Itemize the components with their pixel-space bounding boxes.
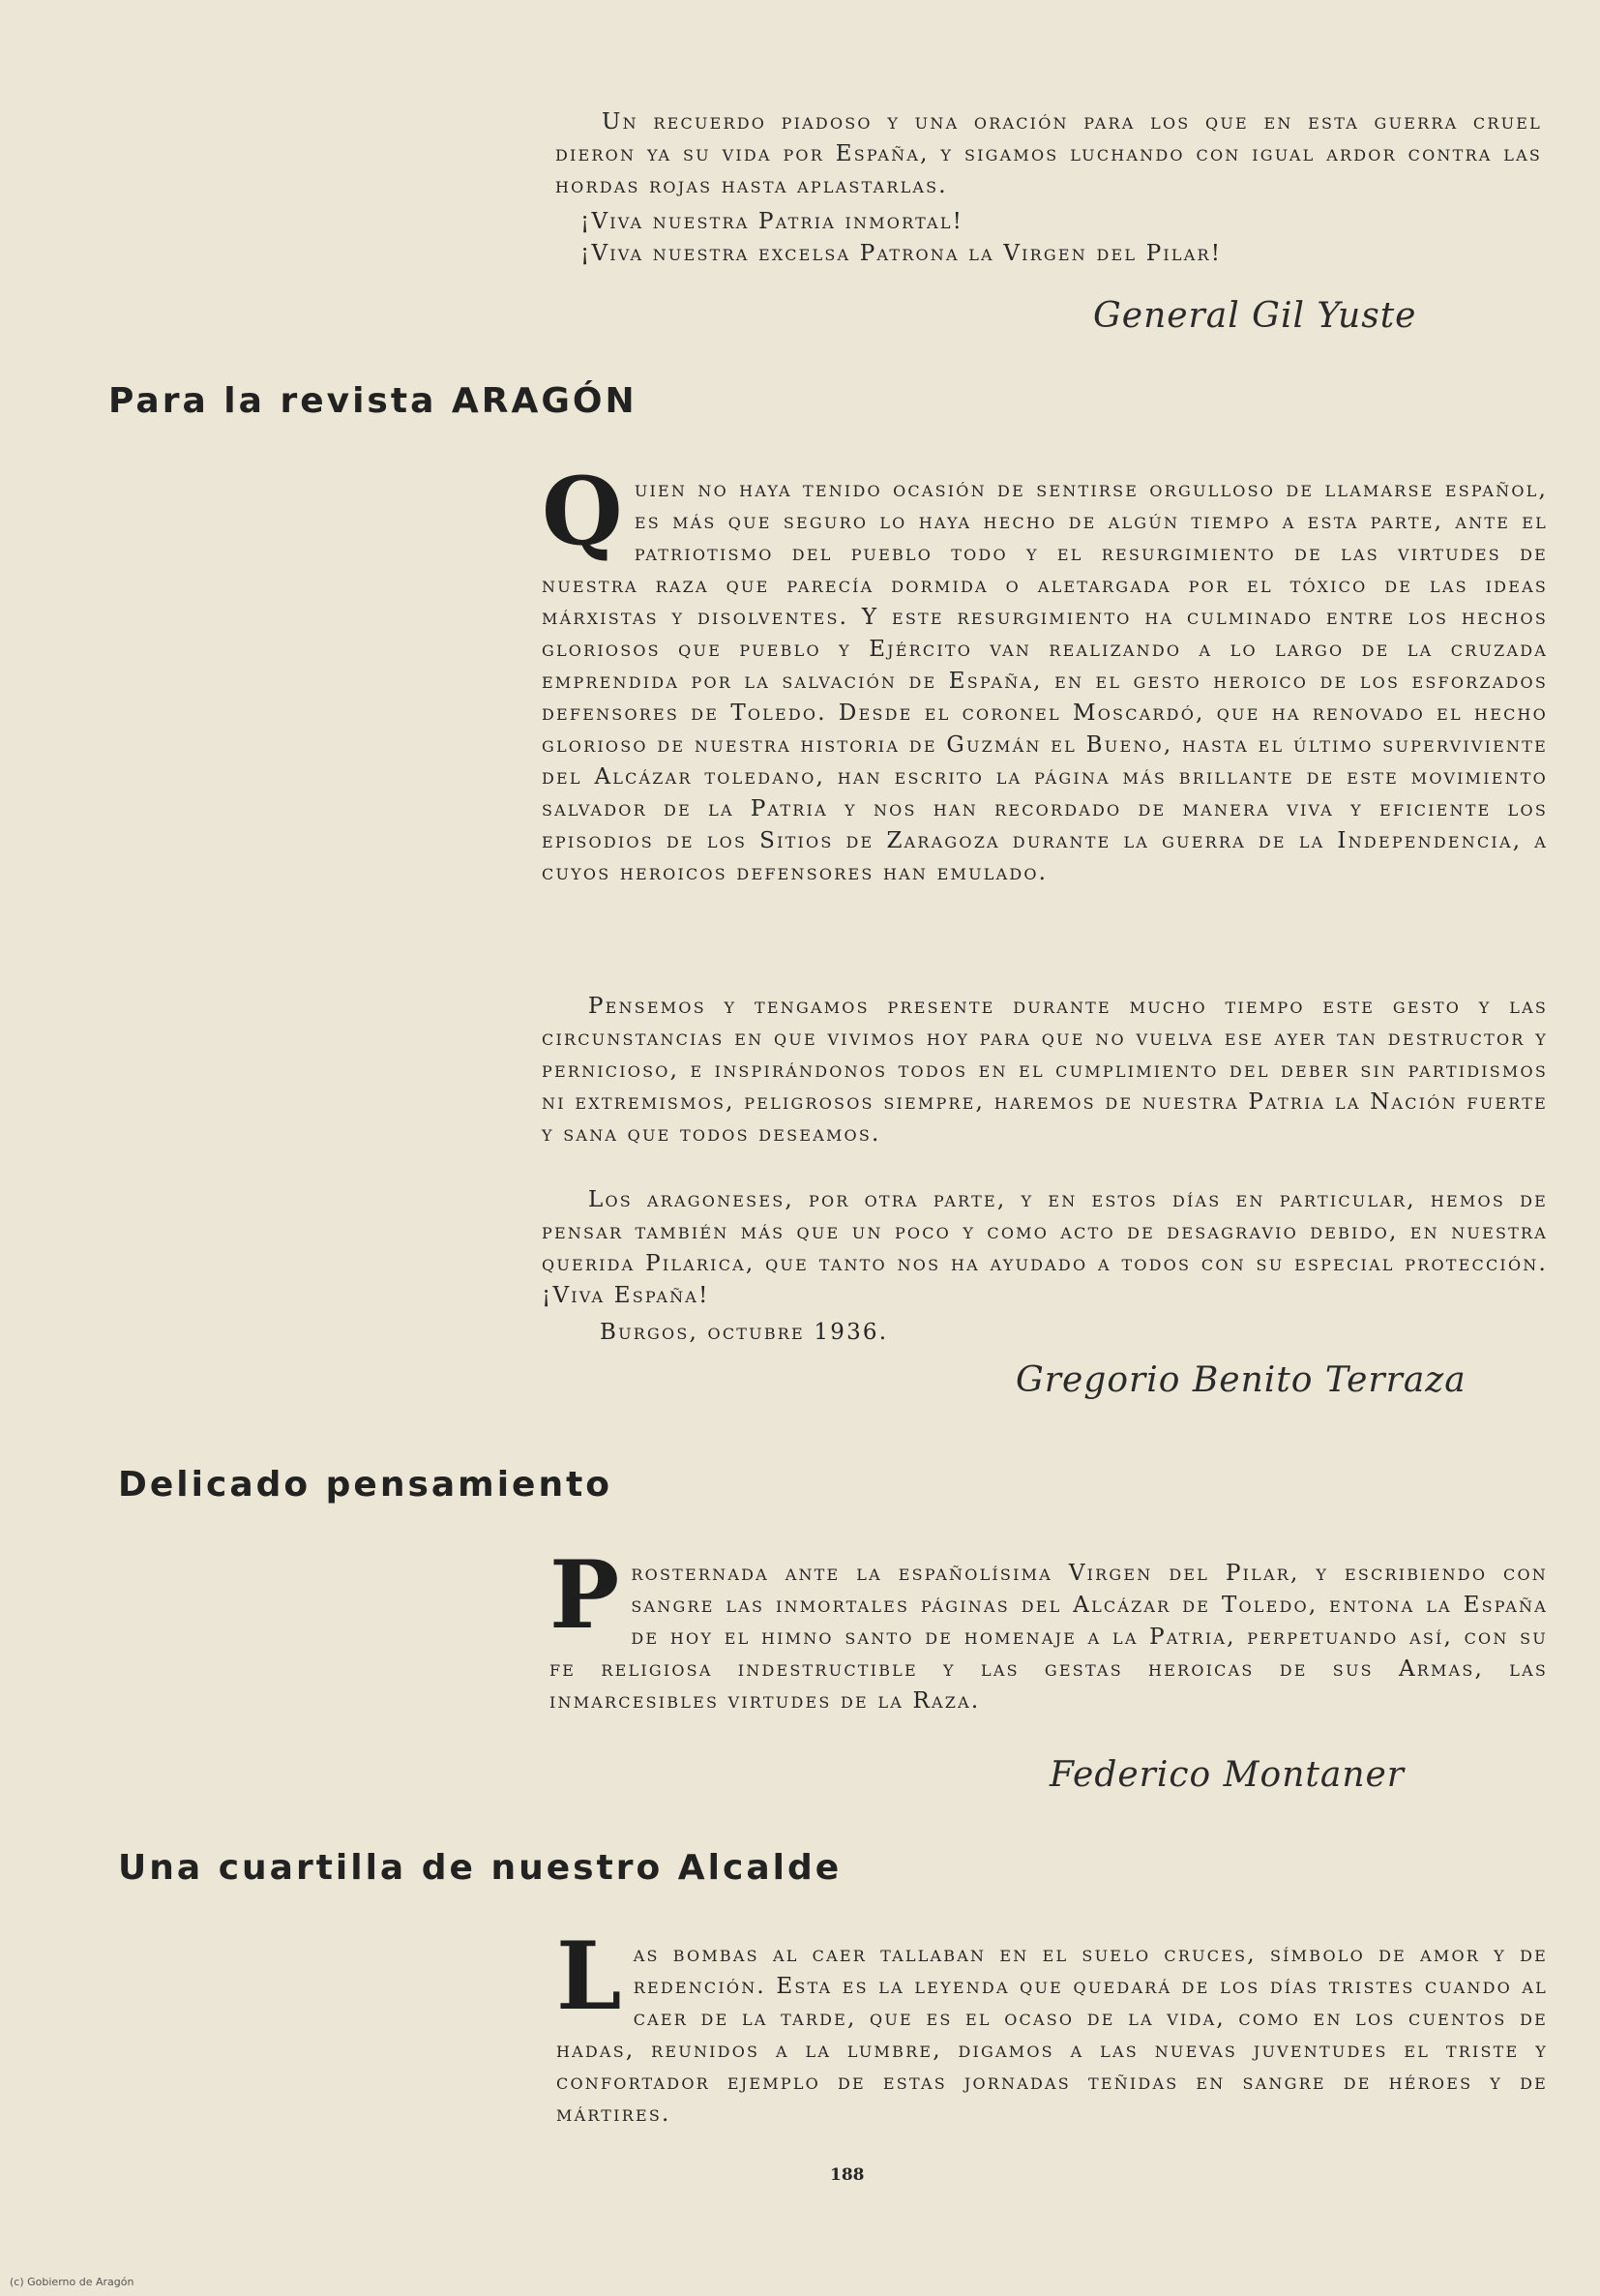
section1-paragraph-2: Pensemos y tengamos presente durante mucho tiempo este gesto y las circunstancias en que vivimos hoy para que no vuelva ese ayer tan destructor y pernicioso, e inspirándonos todos en el cumplimiento del deber sin partidismos ni extremismos, peligrosos siempre, haremos de nuestra Patria la Nación fuerte y sana que todos deseamos. (542, 994, 1548, 1147)
section2-body (549, 1540, 1548, 1717)
copyright-footer: (c) Gobierno de Aragón (10, 2276, 134, 2288)
section1-paragraph-3: Los aragoneses, por otra parte, y en estos días en particular, hemos de pensar también más que un poco y como acto de desagravio debido, en nuestra querida Pilarica, que tanto nos ha ayudado a todos con su especial protección. ¡Viva España! (542, 1187, 1548, 1308)
intro-paragraph: Un recuerdo piadoso y una oración para los que en esta guerra cruel dieron ya su vida por España, y sigamos luchando con igual ardor contra las hordas rojas hasta aplastarlas. (555, 109, 1542, 198)
section1-dateline: Burgos, octubre 1936. (600, 1320, 889, 1345)
section1-paragraph-1: uien no haya tenido ocasión de sentirse orgulloso de llamarse español, es más que seguro lo haya hecho de algún tiempo a esta parte, ante el patriotismo del pueblo todo y el resurgimiento de las virtudes de nuestra raza que parecía dormida o aletargada por el tóxico de las ideas márxistas y disolventes. Y este resurgimiento ha culminado entre los hechos gloriosos que pueblo y Ejército van realizando a lo largo de la cruzada emprendida por la salvación de España, en el gesto heroico de los esforzados defensores de Toledo. Desde el coronel Moscardó, que ha renovado el hecho glorioso de nuestra historia de Guzmán el Bueno, hasta el último superviviente del Alcázar toledano, han escrito la página más brillante de este movimiento salvador de la Patria y nos han recordado de manera viva y eficiente los episodios de los Sitios de Zaragoza durante la guerra de la Independencia, a cuyos heroicos defensores han emulado. (542, 477, 1548, 885)
signature-gil-yuste: General Gil Yuste (1093, 296, 1417, 336)
section-title-delicado-pensamiento: Delicado pensamiento (118, 1465, 613, 1505)
section-title-revista-aragon: Para la revista ARAGÓN (108, 381, 637, 421)
signature-benito-terraza: Gregorio Benito Terraza (1016, 1360, 1467, 1400)
section1-body (542, 457, 1548, 889)
section3-paragraph-1: as bombas al caer tallaban en el suelo cruces, símbolo de amor y de redención. Esta es la leyenda que quedará de los días tristes cuando al caer de la tarde, que es el ocaso de la vida, como en los cuentos de hadas, reunidos a la lumbre, digamos a las nuevas juventudes el triste y confortador ejemplo de estas jornadas teñidas en sangre de héroes y de mártires. (556, 1942, 1548, 2127)
intro-viva-virgen: ¡Viva nuestra excelsa Patrona la Virgen del Pilar! (580, 241, 1223, 266)
section-title-cuartilla-alcalde: Una cuartilla de nuestro Alcalde (118, 1848, 843, 1888)
section2-paragraph-1: rosternada ante la españolísima Virgen del Pilar, y escribiendo con sangre las inmortales páginas del Alcázar de Toledo, entona la España de hoy el himno santo de homenaje a la Patria, perpetuando así, con su fe religiosa indestructible y las gestas heroicas de sus Armas, las inmarcesibles virtudes de la Raza. (549, 1561, 1548, 1714)
signature-montaner: Federico Montaner (1050, 1755, 1406, 1795)
section3-body (556, 1922, 1548, 2131)
dropcap-p: P (549, 1540, 622, 1650)
intro-viva-patria: ¡Viva nuestra Patria inmortal! (580, 209, 964, 234)
dropcap-q: Q (542, 457, 625, 566)
page-number: 188 (830, 2165, 865, 2185)
dropcap-l: L (556, 1922, 624, 2031)
